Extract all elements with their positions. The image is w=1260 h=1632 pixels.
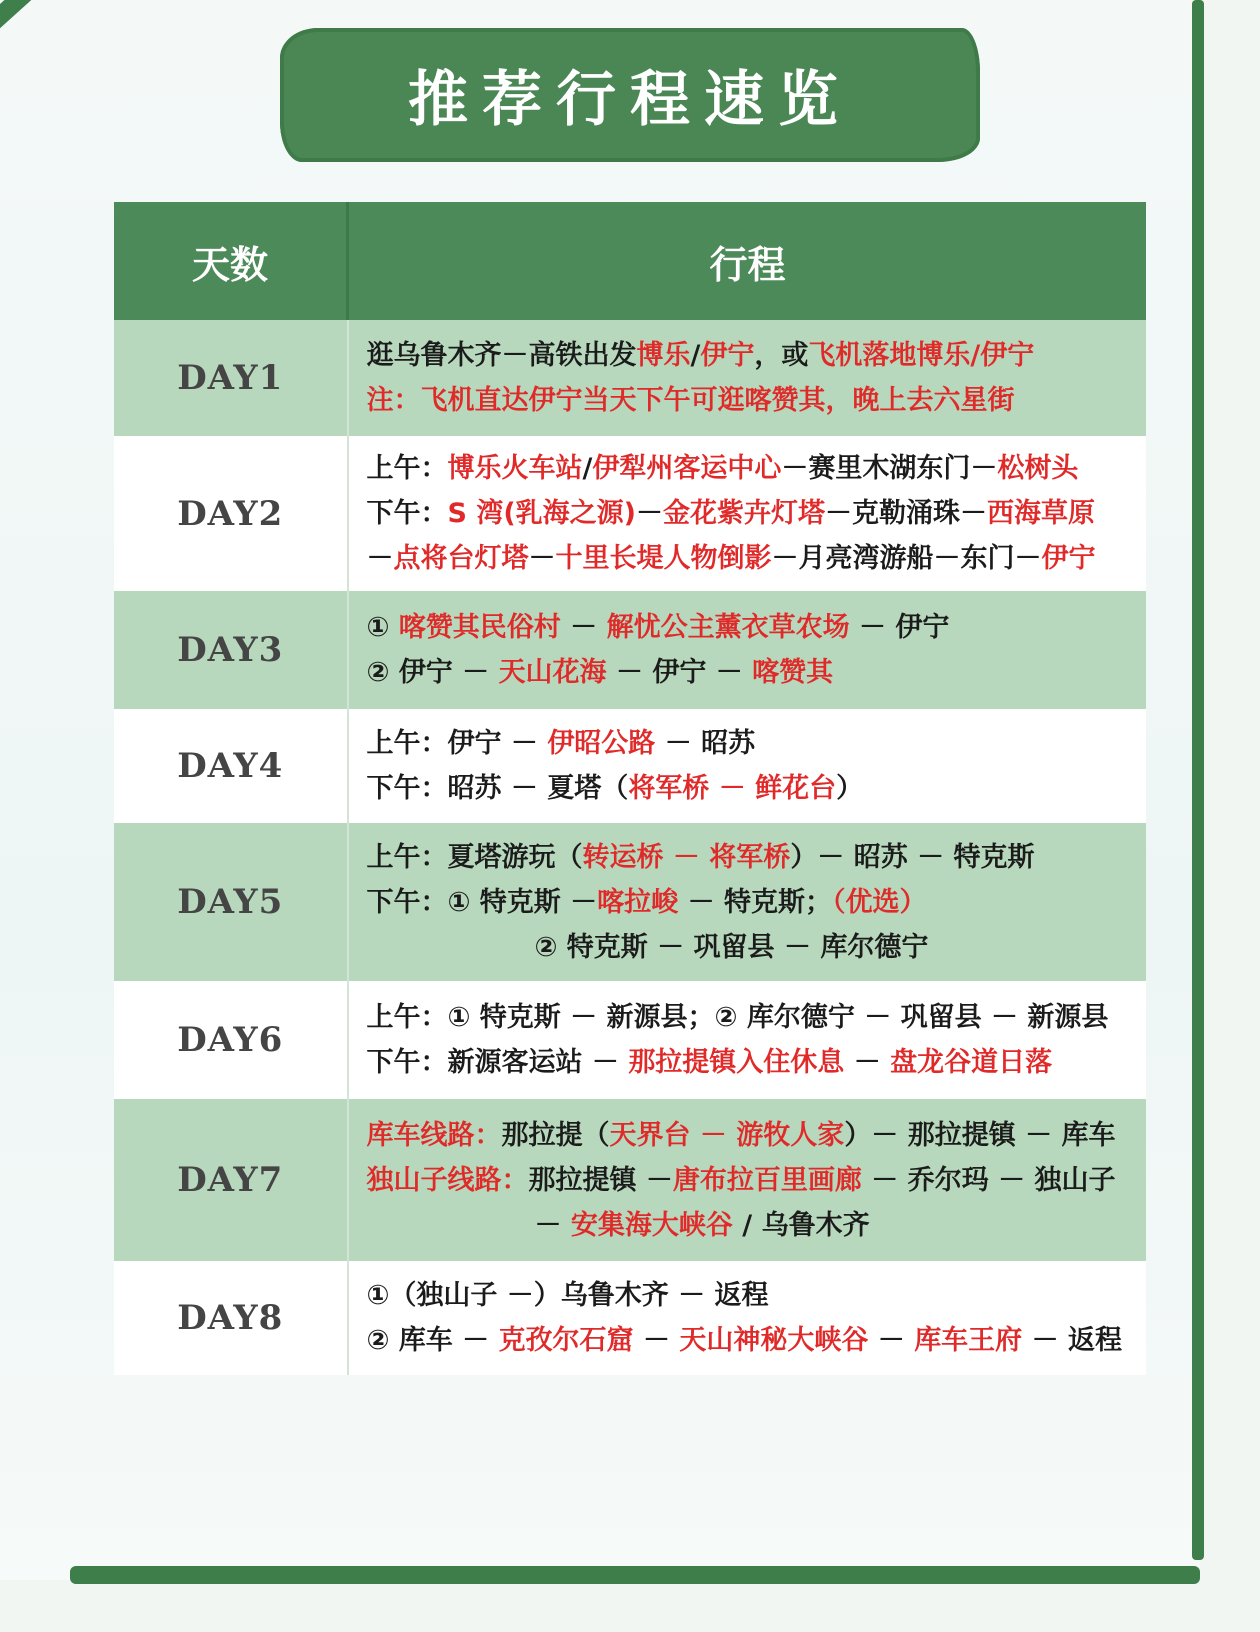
plan-cell (348, 823, 1147, 981)
plan-text: －克勒涌珠－ (825, 498, 988, 529)
plan-text: ）－ 那拉提镇 － 库车 (844, 1119, 1116, 1151)
plan-line (367, 835, 1129, 880)
plan-text: 下午：新源客运站 － (366, 1047, 629, 1078)
highlight-text: 伊犁州客运中心 (592, 453, 782, 484)
plan-text: － (560, 612, 607, 643)
plan-text: － (528, 543, 556, 574)
plan-line (367, 536, 1129, 581)
highlight-text: 库车王府 (914, 1325, 1023, 1356)
highlight-text: 克孜尔石窟 (498, 1325, 634, 1356)
highlight-text: 那拉提镇入住休息 (628, 1047, 845, 1078)
highlight-text: 天山神秘大峡谷 (679, 1325, 869, 1356)
highlight-text: 将军桥 － 鲜花台 (628, 773, 837, 804)
plan-line (367, 1040, 1129, 1085)
plan-line (367, 378, 1129, 423)
plan-line (367, 1273, 1129, 1318)
plan-cell (348, 1261, 1147, 1375)
highlight-text: 喀拉峻 (597, 886, 679, 918)
plan-line (367, 605, 1129, 650)
highlight-text: 转运桥 － 将军桥 (582, 841, 791, 873)
plan-line (367, 650, 1129, 695)
highlight-text: 注：飞机直达伊宁当天下午可逛喀赞其，晚上去六星街 (366, 385, 1015, 416)
plan-text: 上午：① 特克斯 － 新源县；② 库尔德宁 － 巩留县 － 新源县 (366, 1002, 1109, 1033)
day-label: DAY5 (114, 823, 348, 981)
plan-text: ② 库车 － (366, 1325, 499, 1356)
plan-text: 上午： (366, 453, 448, 484)
highlight-text: 飞机落地博乐/伊宁 (808, 340, 1035, 371)
highlight-text: 天界台 － 游牧人家 (609, 1119, 845, 1151)
plan-text: － (636, 498, 664, 529)
plan-text: － (868, 1325, 915, 1356)
right-border-stroke (1192, 0, 1204, 1560)
highlight-text: 独山子线路： (366, 1164, 529, 1196)
plan-cell (348, 981, 1147, 1099)
day-label: DAY2 (114, 436, 348, 591)
table-row (114, 1099, 1146, 1261)
plan-text: － (534, 1209, 571, 1241)
highlight-text: 博乐火车站 (447, 453, 583, 484)
highlight-text: 西海草原 (987, 498, 1096, 529)
header-plan: 行程 (348, 202, 1147, 320)
day-label: DAY1 (114, 320, 348, 436)
highlight-text: 唐布拉百里画廊 (672, 1164, 862, 1196)
plan-text: 逛乌鲁木齐－高铁出发 (366, 340, 637, 371)
plan-line (367, 333, 1129, 378)
header-day: 天数 (114, 202, 348, 320)
plan-text: 那拉提镇 － (528, 1164, 673, 1196)
day-label: DAY8 (114, 1261, 348, 1375)
highlight-text: 喀赞其 (752, 657, 834, 688)
plan-text: －月亮湾游船－东门－ (771, 543, 1042, 574)
plan-text: ①（独山子 －）乌鲁木齐 － 返程 (366, 1280, 769, 1311)
plan-line (367, 1203, 1129, 1248)
plan-text: 下午：昭苏 － 夏塔（ (366, 773, 629, 804)
highlight-text: 伊宁 (700, 340, 755, 371)
plan-cell (348, 1099, 1147, 1261)
day-label: DAY6 (114, 981, 348, 1099)
page-title: 推荐行程速览 (408, 65, 852, 135)
plan-text: ② 伊宁 － (366, 657, 499, 688)
plan-text: － 乔尔玛 － 独山子 (861, 1164, 1116, 1196)
plan-text: / (690, 340, 701, 371)
highlight-text: 盘龙谷道日落 (890, 1047, 1053, 1078)
plan-line (367, 1158, 1129, 1203)
plan-line (367, 721, 1129, 766)
plan-line (367, 1113, 1129, 1158)
plan-text: ② 特克斯 － 巩留县 － 库尔德宁 (534, 931, 929, 963)
table-header-row (114, 202, 1146, 320)
highlight-text: 十里长堤人物倒影 (555, 543, 772, 574)
plan-text: / 乌鲁木齐 (732, 1209, 870, 1241)
plan-line (367, 766, 1129, 811)
plan-line (367, 880, 1129, 925)
plan-text: ） (836, 773, 864, 804)
plan-text: 那拉提（ (501, 1119, 610, 1151)
plan-text: － 返程 (1022, 1325, 1122, 1356)
highlight-text: 金花紫卉灯塔 (663, 498, 826, 529)
table-row (114, 823, 1146, 981)
plan-cell (348, 436, 1147, 591)
highlight-text: S 湾(乳海之源) (447, 498, 637, 529)
plan-text: 下午： (366, 498, 448, 529)
plan-text: / (582, 453, 593, 484)
table-row (114, 1261, 1146, 1375)
highlight-text: 安集海大峡谷 (570, 1209, 733, 1241)
highlight-text: 松树头 (997, 453, 1079, 484)
plan-text: ）－ 昭苏 － 特克斯 (790, 841, 1035, 873)
table-row (114, 320, 1146, 436)
plan-line (367, 446, 1129, 491)
plan-cell (348, 591, 1147, 709)
table-row (114, 591, 1146, 709)
title-banner (280, 28, 980, 162)
plan-text: 上午：夏塔游玩（ (366, 841, 583, 873)
plan-line (367, 1318, 1129, 1363)
plan-line (367, 995, 1129, 1040)
itinerary-table (114, 202, 1146, 1375)
table-row (114, 981, 1146, 1099)
plan-line (367, 491, 1129, 536)
plan-text: 上午：伊宁 － (366, 728, 548, 759)
bottom-border-stroke (70, 1566, 1200, 1584)
table-row (114, 709, 1146, 823)
table-body (114, 320, 1146, 1375)
plan-text: －赛里木湖东门－ (781, 453, 998, 484)
plan-cell (348, 320, 1147, 436)
highlight-text: 伊昭公路 (547, 728, 656, 759)
highlight-text: 喀赞其民俗村 (398, 612, 561, 643)
plan-text: － (633, 1325, 680, 1356)
plan-text: － (366, 543, 394, 574)
highlight-text: 解忧公主薰衣草农场 (606, 612, 850, 643)
day-label: DAY3 (114, 591, 348, 709)
plan-text: － 伊宁 (849, 612, 950, 643)
day-label: DAY7 (114, 1099, 348, 1261)
day-label: DAY4 (114, 709, 348, 823)
plan-line (367, 925, 1129, 970)
highlight-text: 库车线路： (366, 1119, 502, 1151)
plan-cell (348, 709, 1147, 823)
table-row (114, 436, 1146, 591)
highlight-text: （优选） (831, 886, 927, 918)
plan-text: － 昭苏 (655, 728, 756, 759)
highlight-text: 博乐 (636, 340, 691, 371)
plan-text: － 特克斯； (678, 886, 832, 918)
plan-text: ① (366, 612, 399, 643)
plan-text: － 伊宁 － (606, 657, 753, 688)
plan-text: ，或 (754, 340, 809, 371)
highlight-text: 点将台灯塔 (393, 543, 529, 574)
highlight-text: 天山花海 (498, 657, 607, 688)
plan-text: － (844, 1047, 891, 1078)
plan-text: 下午：① 特克斯 － (366, 886, 598, 918)
highlight-text: 伊宁 (1041, 543, 1096, 574)
